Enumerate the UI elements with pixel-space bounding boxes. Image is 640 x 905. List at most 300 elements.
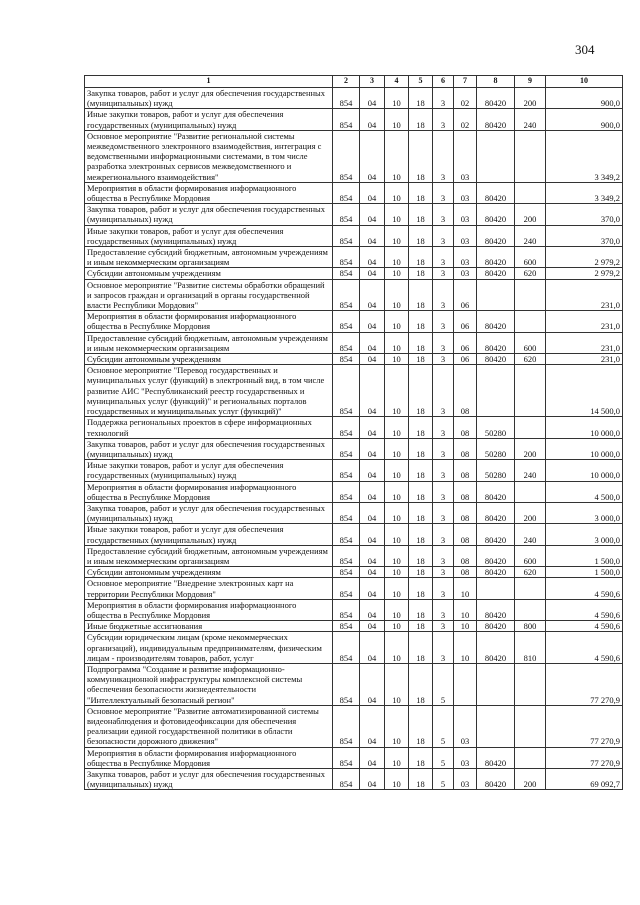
expense-type-code — [515, 705, 546, 747]
ministry-code: 854 — [333, 354, 360, 365]
expense-type-code: 240 — [515, 524, 546, 545]
ministry-code: 854 — [333, 545, 360, 566]
subprogram-code: 5 — [433, 769, 454, 790]
subprogram-code: 3 — [433, 88, 454, 109]
amount: 10 000,0 — [546, 417, 623, 438]
ministry-code: 854 — [333, 109, 360, 130]
section-code: 04 — [360, 545, 385, 566]
item-name: Иные закупки товаров, работ и услуг для обеспечения государственных (муниципальных) нужд — [85, 225, 333, 246]
ministry-code: 854 — [333, 578, 360, 599]
direction-code: 80420 — [477, 481, 515, 502]
subprogram-code: 3 — [433, 247, 454, 268]
subprogram-code: 3 — [433, 279, 454, 311]
table-row — [85, 268, 623, 279]
expense-type-code: 600 — [515, 332, 546, 353]
expense-type-code — [515, 365, 546, 417]
ministry-code: 854 — [333, 502, 360, 523]
table-row — [85, 247, 623, 268]
expense-type-code — [515, 747, 546, 768]
program-code: 18 — [409, 599, 433, 620]
subprogram-code: 3 — [433, 599, 454, 620]
subsection-code: 10 — [385, 268, 409, 279]
amount: 4 590,6 — [546, 621, 623, 632]
direction-code: 80420 — [477, 268, 515, 279]
amount: 77 270,9 — [546, 663, 623, 705]
subsection-code: 10 — [385, 502, 409, 523]
expense-type-code — [515, 130, 546, 182]
direction-code: 80420 — [477, 311, 515, 332]
subprogram-code: 3 — [433, 632, 454, 664]
section-code: 04 — [360, 279, 385, 311]
direction-code — [477, 663, 515, 705]
direction-code: 80420 — [477, 747, 515, 768]
expense-type-code — [515, 279, 546, 311]
item-name: Основное мероприятие "Развитие региональной системы межведомственного электронного взаимодействия, интеграция с ведомственными информационными системами, в том числе разработка электронных сервисов межведомственного и межрегионального взаимодействия" — [85, 130, 333, 182]
event-code: 03 — [454, 130, 477, 182]
amount: 4 500,0 — [546, 481, 623, 502]
table-row — [85, 769, 623, 790]
amount: 3 000,0 — [546, 524, 623, 545]
program-code: 18 — [409, 311, 433, 332]
section-code: 04 — [360, 578, 385, 599]
ministry-code: 854 — [333, 460, 360, 481]
subprogram-code: 5 — [433, 705, 454, 747]
subsection-code: 10 — [385, 567, 409, 578]
direction-code — [477, 705, 515, 747]
amount: 900,0 — [546, 109, 623, 130]
amount: 77 270,9 — [546, 705, 623, 747]
subprogram-code: 3 — [433, 438, 454, 459]
program-code: 18 — [409, 354, 433, 365]
subprogram-code: 5 — [433, 663, 454, 705]
program-code: 18 — [409, 545, 433, 566]
ministry-code: 854 — [333, 311, 360, 332]
section-code: 04 — [360, 567, 385, 578]
subprogram-code: 3 — [433, 460, 454, 481]
direction-code: 80420 — [477, 204, 515, 225]
direction-code: 80420 — [477, 567, 515, 578]
item-name: Иные закупки товаров, работ и услуг для обеспечения государственных (муниципальных) нужд — [85, 109, 333, 130]
direction-code: 50280 — [477, 460, 515, 481]
table-row — [85, 632, 623, 664]
table-row — [85, 524, 623, 545]
subprogram-code: 3 — [433, 130, 454, 182]
subprogram-code: 3 — [433, 354, 454, 365]
direction-code: 80420 — [477, 599, 515, 620]
subprogram-code: 3 — [433, 311, 454, 332]
expense-type-code: 240 — [515, 460, 546, 481]
direction-code: 50280 — [477, 438, 515, 459]
program-code: 18 — [409, 438, 433, 459]
table-row — [85, 225, 623, 246]
amount: 370,0 — [546, 204, 623, 225]
direction-code — [477, 578, 515, 599]
table-row — [85, 481, 623, 502]
event-code: 06 — [454, 354, 477, 365]
section-code: 04 — [360, 524, 385, 545]
header-row — [85, 76, 623, 88]
ministry-code: 854 — [333, 621, 360, 632]
subsection-code: 10 — [385, 663, 409, 705]
program-code: 18 — [409, 578, 433, 599]
program-code: 18 — [409, 524, 433, 545]
column-header: 4 — [385, 76, 409, 88]
subsection-code: 10 — [385, 578, 409, 599]
event-code: 03 — [454, 705, 477, 747]
section-code: 04 — [360, 311, 385, 332]
subsection-code: 10 — [385, 365, 409, 417]
expense-type-code — [515, 311, 546, 332]
event-code: 06 — [454, 279, 477, 311]
program-code: 18 — [409, 332, 433, 353]
item-name: Поддержка региональных проектов в сфере информационных технологий — [85, 417, 333, 438]
amount: 77 270,9 — [546, 747, 623, 768]
ministry-code: 854 — [333, 632, 360, 664]
ministry-code: 854 — [333, 705, 360, 747]
direction-code: 80420 — [477, 354, 515, 365]
program-code: 18 — [409, 632, 433, 664]
subprogram-code: 3 — [433, 225, 454, 246]
program-code: 18 — [409, 279, 433, 311]
event-code: 03 — [454, 769, 477, 790]
program-code: 18 — [409, 663, 433, 705]
subprogram-code: 3 — [433, 578, 454, 599]
subprogram-code: 3 — [433, 502, 454, 523]
section-code: 04 — [360, 747, 385, 768]
amount: 10 000,0 — [546, 460, 623, 481]
item-name: Предоставление субсидий бюджетным, автономным учреждениям и иным некоммерческим организациям — [85, 247, 333, 268]
program-code: 18 — [409, 481, 433, 502]
program-code: 18 — [409, 130, 433, 182]
subprogram-code: 3 — [433, 524, 454, 545]
expense-type-code — [515, 663, 546, 705]
expense-type-code: 620 — [515, 354, 546, 365]
expense-type-code: 600 — [515, 247, 546, 268]
event-code: 03 — [454, 182, 477, 203]
section-code: 04 — [360, 204, 385, 225]
amount: 231,0 — [546, 354, 623, 365]
expense-type-code: 200 — [515, 204, 546, 225]
amount: 69 092,7 — [546, 769, 623, 790]
budget-table — [84, 75, 623, 790]
table-row — [85, 438, 623, 459]
column-header: 2 — [333, 76, 360, 88]
column-header: 3 — [360, 76, 385, 88]
item-name: Субсидии юридическим лицам (кроме некоммерческих организаций), индивидуальным предпринимателям, физическим лицам - производителям товаров, работ, услуг — [85, 632, 333, 664]
subsection-code: 10 — [385, 332, 409, 353]
section-code: 04 — [360, 130, 385, 182]
event-code: 10 — [454, 578, 477, 599]
table-row — [85, 460, 623, 481]
direction-code: 80420 — [477, 88, 515, 109]
amount: 10 000,0 — [546, 438, 623, 459]
table-row — [85, 311, 623, 332]
subsection-code: 10 — [385, 109, 409, 130]
program-code: 18 — [409, 460, 433, 481]
subsection-code: 10 — [385, 247, 409, 268]
event-code: 08 — [454, 524, 477, 545]
section-code: 04 — [360, 268, 385, 279]
column-header: 8 — [477, 76, 515, 88]
item-name: Субсидии автономным учреждениям — [85, 567, 333, 578]
ministry-code: 854 — [333, 268, 360, 279]
subprogram-code: 3 — [433, 545, 454, 566]
direction-code — [477, 130, 515, 182]
subsection-code: 10 — [385, 130, 409, 182]
event-code: 03 — [454, 204, 477, 225]
ministry-code: 854 — [333, 663, 360, 705]
section-code: 04 — [360, 481, 385, 502]
event-code: 03 — [454, 225, 477, 246]
subsection-code: 10 — [385, 417, 409, 438]
program-code: 18 — [409, 769, 433, 790]
event-code: 03 — [454, 268, 477, 279]
expense-type-code: 620 — [515, 268, 546, 279]
section-code: 04 — [360, 632, 385, 664]
item-name: Субсидии автономным учреждениям — [85, 354, 333, 365]
column-header: 9 — [515, 76, 546, 88]
event-code: 02 — [454, 109, 477, 130]
subsection-code: 10 — [385, 354, 409, 365]
item-name: Основное мероприятие "Развитие системы обработки обращений и запросов граждан и организаций в органы государственной власти Республики Мордовия" — [85, 279, 333, 311]
item-name: Субсидии автономным учреждениям — [85, 268, 333, 279]
item-name: Мероприятия в области формирования информационного общества в Республике Мордовия — [85, 311, 333, 332]
section-code: 04 — [360, 438, 385, 459]
subsection-code: 10 — [385, 438, 409, 459]
subsection-code: 10 — [385, 747, 409, 768]
direction-code: 80420 — [477, 545, 515, 566]
program-code: 18 — [409, 417, 433, 438]
program-code: 18 — [409, 747, 433, 768]
section-code: 04 — [360, 182, 385, 203]
section-code: 04 — [360, 705, 385, 747]
table-row — [85, 502, 623, 523]
item-name: Закупка товаров, работ и услуг для обеспечения государственных (муниципальных) нужд — [85, 438, 333, 459]
item-name: Мероприятия в области формирования информационного общества в Республике Мордовия — [85, 481, 333, 502]
program-code: 18 — [409, 204, 433, 225]
item-name: Мероприятия в области формирования информационного общества в Республике Мордовия — [85, 747, 333, 768]
section-code: 04 — [360, 109, 385, 130]
ministry-code: 854 — [333, 524, 360, 545]
ministry-code: 854 — [333, 279, 360, 311]
ministry-code: 854 — [333, 130, 360, 182]
subprogram-code: 3 — [433, 365, 454, 417]
item-name: Подпрограмма "Создание и развитие информационно-коммуникационной инфраструктуры комплексной системы обеспечения безопасности жизнедеятельности "Интеллектуальный безопасный регион" — [85, 663, 333, 705]
subprogram-code: 3 — [433, 567, 454, 578]
program-code: 18 — [409, 247, 433, 268]
expense-type-code: 200 — [515, 88, 546, 109]
item-name: Закупка товаров, работ и услуг для обеспечения государственных (муниципальных) нужд — [85, 88, 333, 109]
subsection-code: 10 — [385, 545, 409, 566]
section-code: 04 — [360, 502, 385, 523]
section-code: 04 — [360, 599, 385, 620]
ministry-code: 854 — [333, 225, 360, 246]
ministry-code: 854 — [333, 567, 360, 578]
ministry-code: 854 — [333, 747, 360, 768]
event-code: 08 — [454, 460, 477, 481]
program-code: 18 — [409, 567, 433, 578]
table-row — [85, 332, 623, 353]
table-row — [85, 365, 623, 417]
ministry-code: 854 — [333, 769, 360, 790]
expense-type-code: 600 — [515, 545, 546, 566]
amount: 231,0 — [546, 311, 623, 332]
event-code: 10 — [454, 621, 477, 632]
section-code: 04 — [360, 332, 385, 353]
table-row — [85, 109, 623, 130]
expense-type-code: 240 — [515, 109, 546, 130]
program-code: 18 — [409, 109, 433, 130]
table-row — [85, 578, 623, 599]
amount: 4 590,6 — [546, 599, 623, 620]
subsection-code: 10 — [385, 279, 409, 311]
subprogram-code: 3 — [433, 481, 454, 502]
ministry-code: 854 — [333, 204, 360, 225]
direction-code: 80420 — [477, 332, 515, 353]
program-code: 18 — [409, 88, 433, 109]
item-name: Закупка товаров, работ и услуг для обеспечения государственных (муниципальных) нужд — [85, 204, 333, 225]
amount: 231,0 — [546, 332, 623, 353]
table-row — [85, 747, 623, 768]
event-code: 08 — [454, 502, 477, 523]
amount: 1 500,0 — [546, 545, 623, 566]
event-code: 08 — [454, 481, 477, 502]
event-code: 10 — [454, 599, 477, 620]
direction-code: 80420 — [477, 621, 515, 632]
expense-type-code: 200 — [515, 502, 546, 523]
event-code: 08 — [454, 545, 477, 566]
subprogram-code: 3 — [433, 182, 454, 203]
direction-code: 80420 — [477, 632, 515, 664]
ministry-code: 854 — [333, 481, 360, 502]
item-name: Закупка товаров, работ и услуг для обеспечения государственных (муниципальных) нужд — [85, 502, 333, 523]
subsection-code: 10 — [385, 632, 409, 664]
event-code: 03 — [454, 247, 477, 268]
subsection-code: 10 — [385, 769, 409, 790]
item-name: Иные бюджетные ассигнования — [85, 621, 333, 632]
program-code: 18 — [409, 621, 433, 632]
direction-code: 80420 — [477, 524, 515, 545]
table-row — [85, 599, 623, 620]
subprogram-code: 3 — [433, 204, 454, 225]
amount: 3 349,2 — [546, 182, 623, 203]
section-code: 04 — [360, 460, 385, 481]
expense-type-code — [515, 481, 546, 502]
table-row — [85, 182, 623, 203]
expense-type-code — [515, 182, 546, 203]
event-code: 10 — [454, 632, 477, 664]
item-name: Иные закупки товаров, работ и услуг для обеспечения государственных (муниципальных) нужд — [85, 524, 333, 545]
item-name: Мероприятия в области формирования информационного общества в Республике Мордовия — [85, 599, 333, 620]
program-code: 18 — [409, 365, 433, 417]
subsection-code: 10 — [385, 481, 409, 502]
table-row — [85, 88, 623, 109]
subsection-code: 10 — [385, 88, 409, 109]
program-code: 18 — [409, 502, 433, 523]
table-row — [85, 417, 623, 438]
direction-code: 80420 — [477, 769, 515, 790]
direction-code: 80420 — [477, 247, 515, 268]
section-code: 04 — [360, 88, 385, 109]
subsection-code: 10 — [385, 225, 409, 246]
subprogram-code: 3 — [433, 332, 454, 353]
section-code: 04 — [360, 354, 385, 365]
section-code: 04 — [360, 621, 385, 632]
table-row — [85, 354, 623, 365]
event-code: 02 — [454, 88, 477, 109]
event-code: 08 — [454, 567, 477, 578]
ministry-code: 854 — [333, 88, 360, 109]
event-code: 06 — [454, 332, 477, 353]
direction-code: 80420 — [477, 502, 515, 523]
direction-code — [477, 365, 515, 417]
section-code: 04 — [360, 769, 385, 790]
table-row — [85, 621, 623, 632]
item-name: Мероприятия в области формирования информационного общества в Республике Мордовия — [85, 182, 333, 203]
subsection-code: 10 — [385, 204, 409, 225]
subprogram-code: 3 — [433, 109, 454, 130]
ministry-code: 854 — [333, 438, 360, 459]
amount: 14 500,0 — [546, 365, 623, 417]
expense-type-code — [515, 599, 546, 620]
amount: 231,0 — [546, 279, 623, 311]
amount: 4 590,6 — [546, 578, 623, 599]
section-code: 04 — [360, 225, 385, 246]
expense-type-code — [515, 417, 546, 438]
table-row — [85, 705, 623, 747]
direction-code: 80420 — [477, 182, 515, 203]
table-row — [85, 663, 623, 705]
amount: 900,0 — [546, 88, 623, 109]
amount: 4 590,6 — [546, 632, 623, 664]
subsection-code: 10 — [385, 621, 409, 632]
event-code: 03 — [454, 747, 477, 768]
column-header: 10 — [546, 76, 623, 88]
program-code: 18 — [409, 225, 433, 246]
table-row — [85, 567, 623, 578]
table-row — [85, 130, 623, 182]
amount: 2 979,2 — [546, 247, 623, 268]
amount: 1 500,0 — [546, 567, 623, 578]
table-row — [85, 545, 623, 566]
expense-type-code: 240 — [515, 225, 546, 246]
section-code: 04 — [360, 663, 385, 705]
section-code: 04 — [360, 365, 385, 417]
direction-code: 80420 — [477, 225, 515, 246]
event-code: 08 — [454, 417, 477, 438]
column-header: 5 — [409, 76, 433, 88]
subsection-code: 10 — [385, 524, 409, 545]
expense-type-code: 810 — [515, 632, 546, 664]
subsection-code: 10 — [385, 182, 409, 203]
direction-code: 80420 — [477, 109, 515, 130]
table-body — [85, 88, 623, 790]
program-code: 18 — [409, 268, 433, 279]
expense-type-code: 800 — [515, 621, 546, 632]
subprogram-code: 3 — [433, 621, 454, 632]
event-code — [454, 663, 477, 705]
table-row — [85, 279, 623, 311]
subsection-code: 10 — [385, 311, 409, 332]
amount: 2 979,2 — [546, 268, 623, 279]
expense-type-code: 200 — [515, 438, 546, 459]
subprogram-code: 3 — [433, 268, 454, 279]
subsection-code: 10 — [385, 599, 409, 620]
subprogram-code: 5 — [433, 747, 454, 768]
event-code: 08 — [454, 438, 477, 459]
subprogram-code: 3 — [433, 417, 454, 438]
item-name: Основное мероприятие "Внедрение электронных карт на территории Республики Мордовия" — [85, 578, 333, 599]
